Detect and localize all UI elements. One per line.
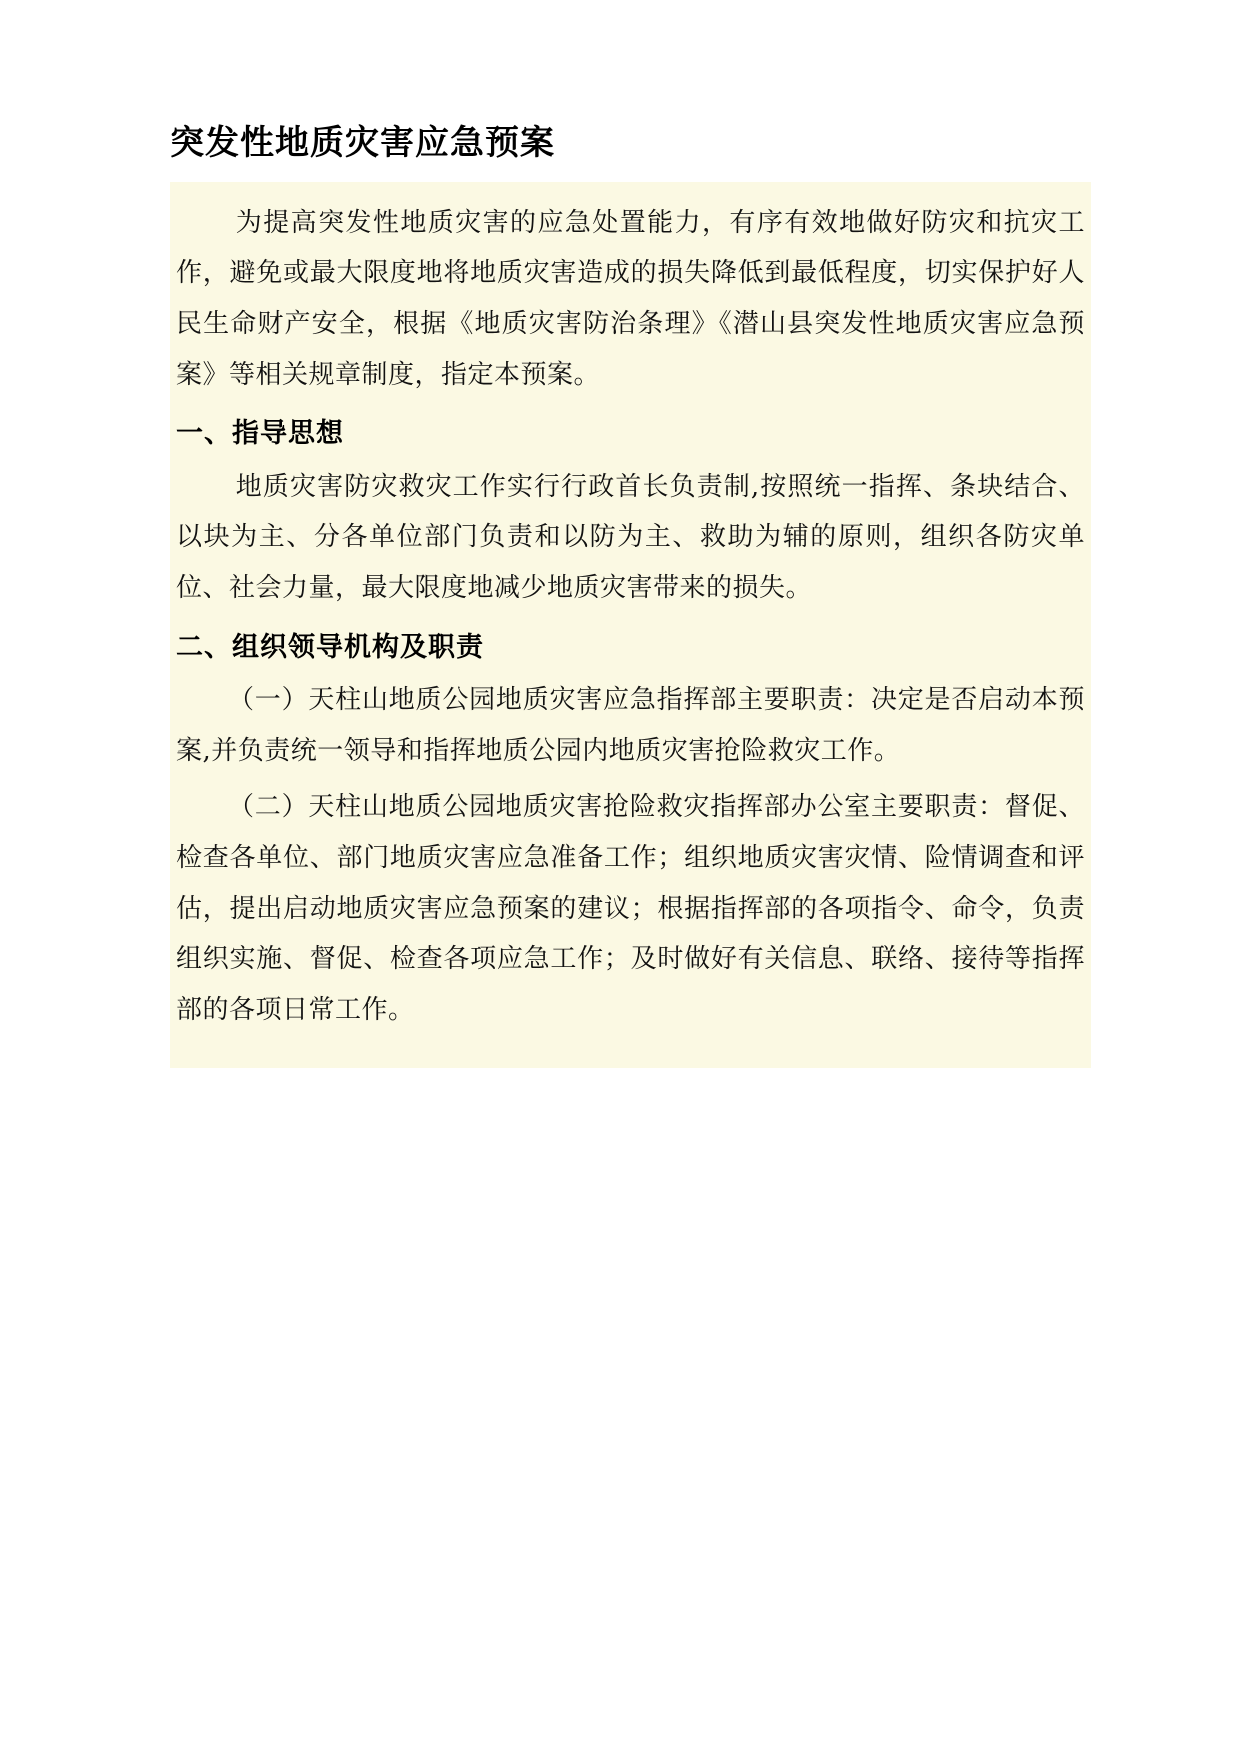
document-body — [170, 182, 1091, 1068]
section-heading-2: 二、组织领导机构及职责 — [176, 631, 484, 663]
section-2-item-2: （二）天柱山地质公园地质灾害抢险救灾指挥部办公室主要职责：督促、检查各单位、部门地质灾害应急准备工作；组织地质灾害灾情、险情调查和评估，提出启动地质灾害应急预案的建议；根据指挥部的各项指令、命令，负责组织实施、督促、检查各项应急工作；及时做好有关信息、联络、接待等指挥部的各项日常工作。 — [176, 792, 1085, 1026]
section-2-item-1: （一）天柱山地质公园地质灾害应急指挥部主要职责：决定是否启动本预案,并负责统一领导和指挥地质公园内地质灾害抢险救灾工作。 — [176, 685, 1085, 766]
intro-paragraph: 为提高突发性地质灾害的应急处置能力，有序有效地做好防灾和抗灾工作，避免或最大限度地将地质灾害造成的损失降低到最低程度，切实保护好人民生命财产安全，根据《地质灾害防治条理》《潜山县突发性地质灾害应急预案》等相关规章制度，指定本预案。 — [176, 207, 1085, 390]
section-heading-1: 一、指导思想 — [176, 418, 344, 450]
page-title: 突发性地质灾害应急预案 — [170, 123, 555, 163]
section-1-paragraph: 地质灾害防灾救灾工作实行行政首长负责制,按照统一指挥、条块结合、以块为主、分各单位部门负责和以防为主、救助为辅的原则，组织各防灾单位、社会力量，最大限度地减少地质灾害带来的损失。 — [176, 471, 1085, 604]
